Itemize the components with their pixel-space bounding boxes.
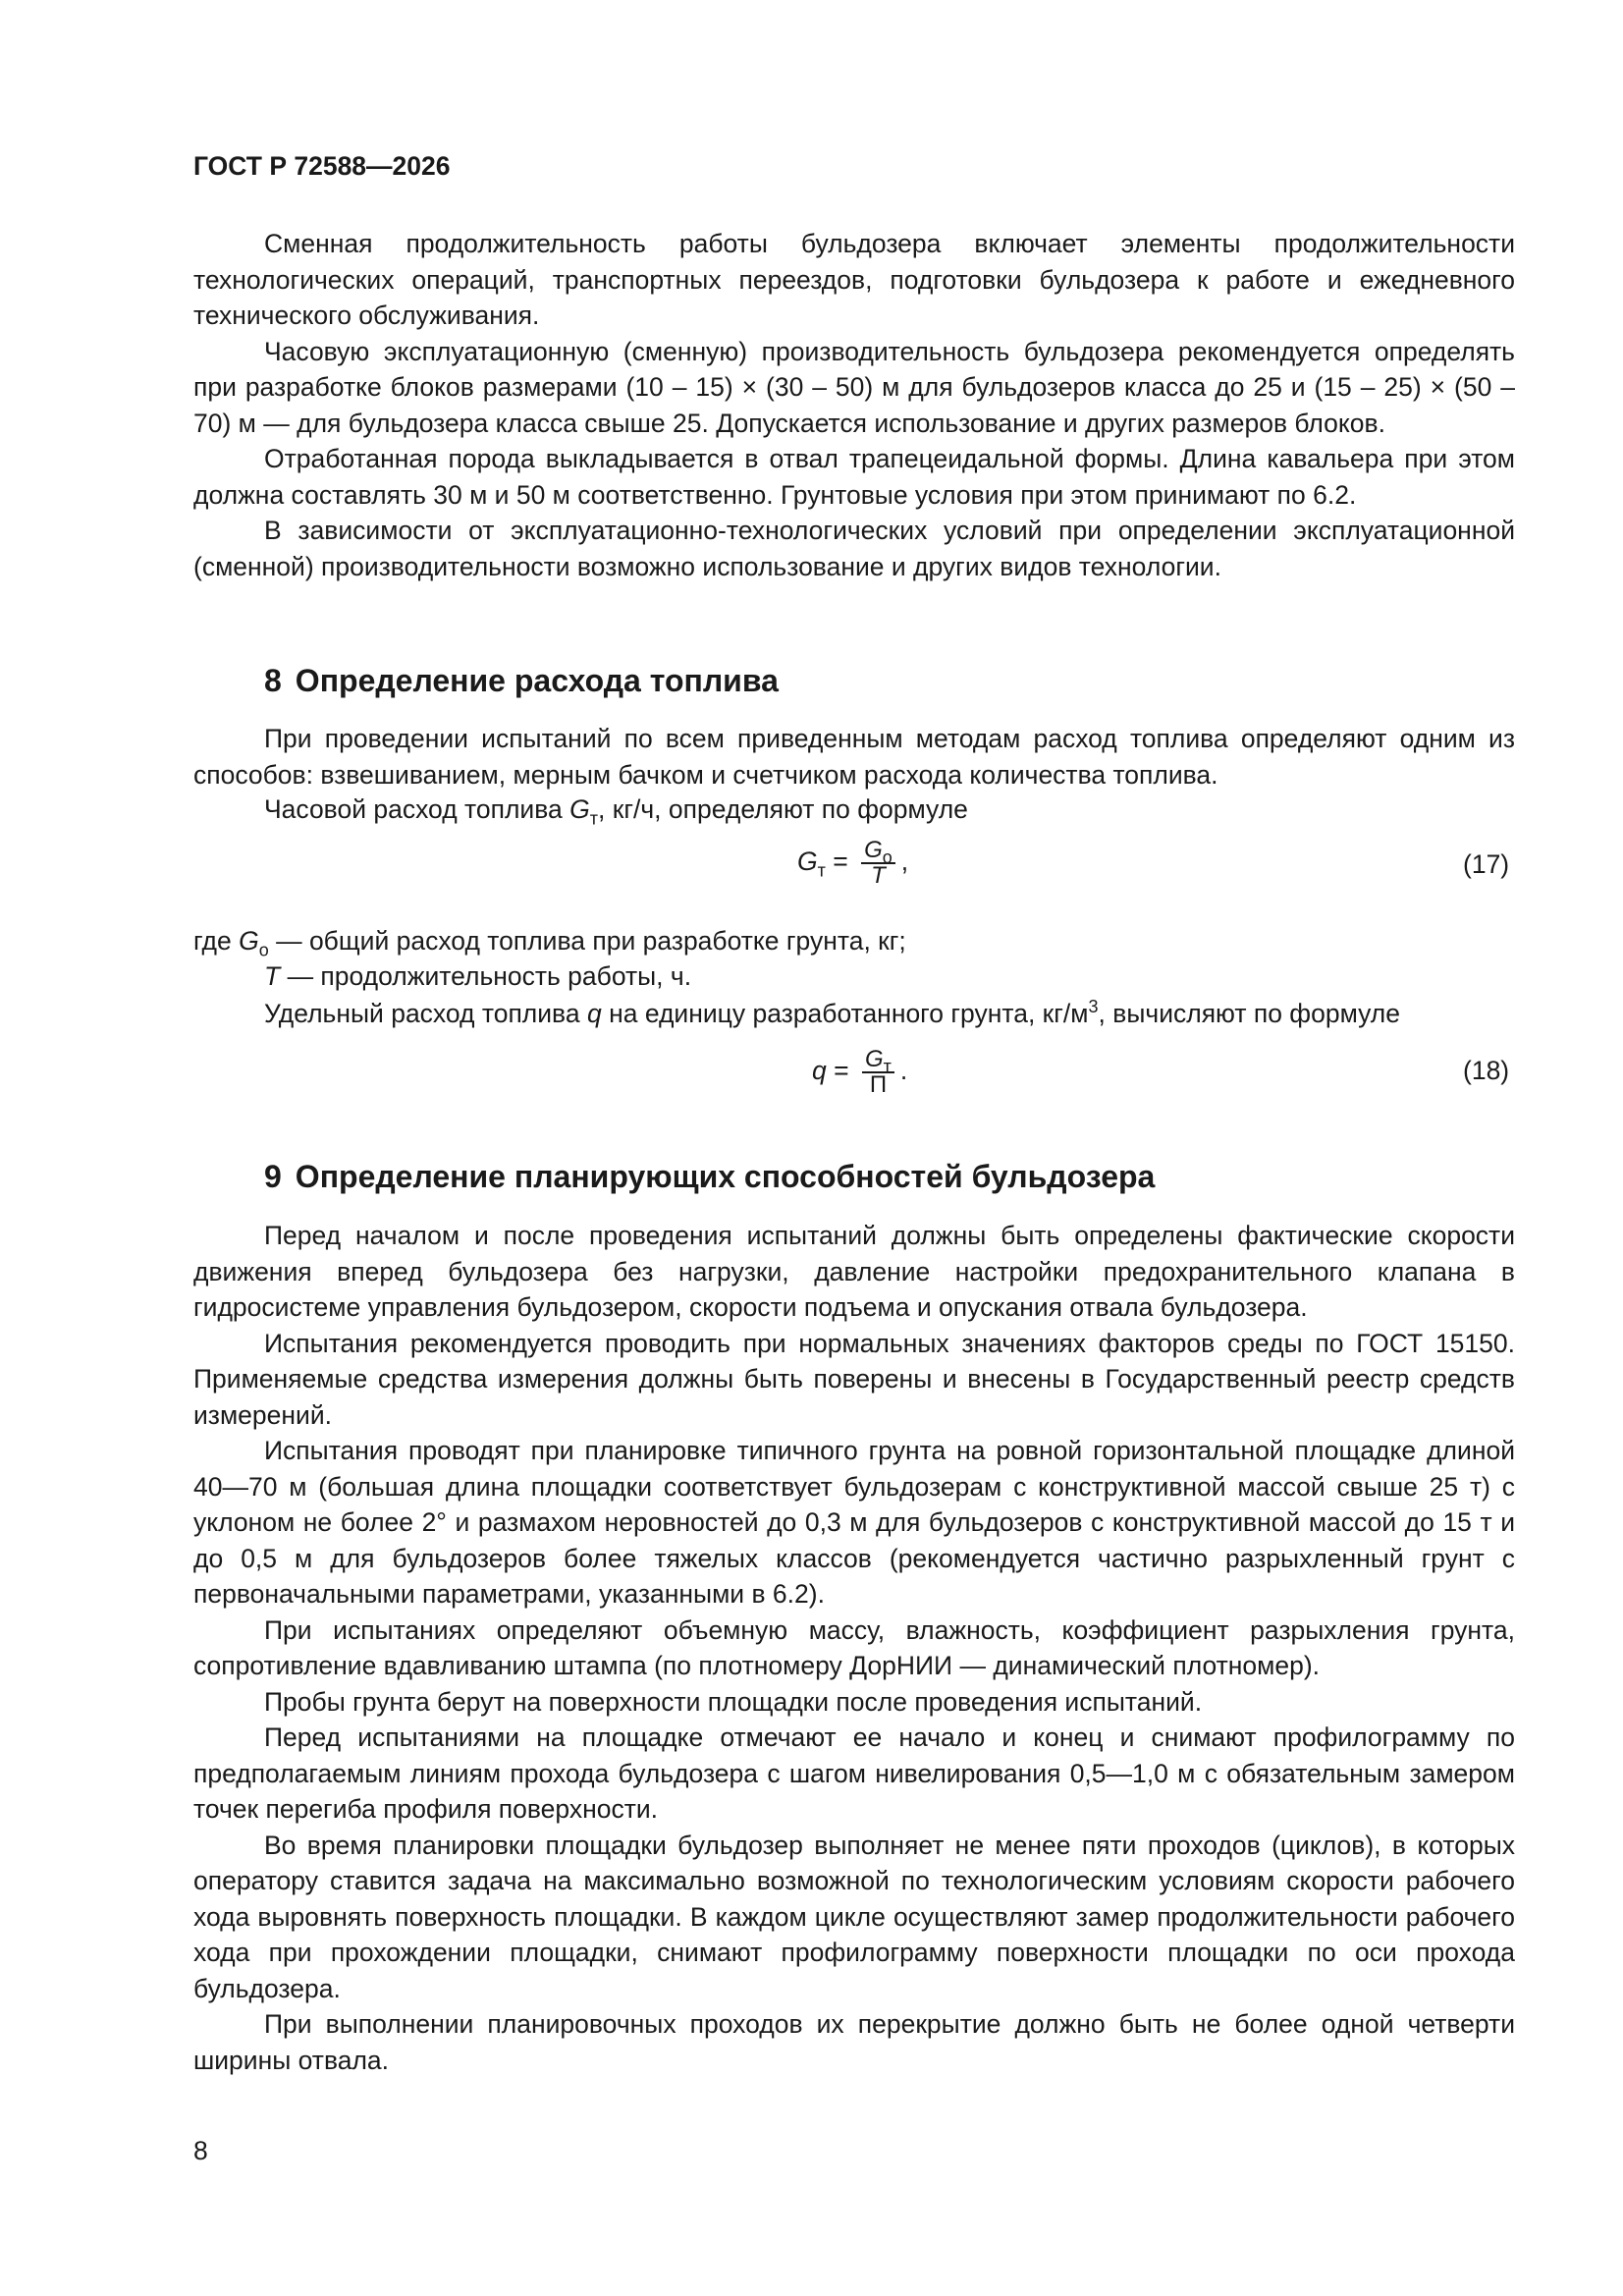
intro-paragraphs (193, 226, 1515, 584)
paragraph: Во время планировки площадки бульдозер выполняет не менее пяти проходов (циклов), в которых оператору ставится задача на максимально возможной по технологическим условиям скорости рабочего хода выровнять поверхность площадки. В каждом цикле осуществляют замер продолжительности рабочего хода при прохождении площадки, снимают профилограмму поверхности площадки по оси прохода бульдозера. (193, 1830, 1515, 2003)
paragraph: Испытания проводят при планировке типичного грунта на ровной горизонтальной площадке длиной 40—70 м (большая длина площадки соответствует бульдозерам с конструктивной массой свыше 25 т) с уклоном не более 2° и размахом неровностей до 0,3 м для бульдозеров с конструктивной массой до 15 т и до 0,5 м для бульдозеров более тяжелых классов (рекомендуется частично разрыхленный грунт с первоначальными параметрами, указанными в 6.2). (193, 1436, 1515, 1609)
where-line-1: где $G_о$ — общий расход топлива при разработке грунта, кг; (193, 926, 906, 960)
hourly-consumption-line: Часовой расход топлива $G_т$, кг/ч, определяют по формуле (264, 794, 968, 829)
paragraph: При проведении испытаний по всем приведенным методам расход топлива определяют одним из способов: взвешиванием, мерным бачком и счетчиком расхода количества топлива. (193, 724, 1515, 790)
formula-18: q = $\frac{G_т}{П}$ . (812, 1046, 908, 1098)
paragraph: Испытания рекомендуется проводить при нормальных значениях факторов среды по ГОСТ 15150. Применяемые средства измерения должны быть поверены и внесены в Государственный реестр средств измерений. (193, 1328, 1515, 1430)
page-number: 8 (193, 2136, 208, 2165)
section-title: Определение расхода топлива (295, 663, 779, 698)
paragraph: Сменная продолжительность работы бульдозера включает элементы продолжительности технологических операций, транспортных переездов, подготовки бульдозера к работе и ежедневного технического обслуживания. (193, 229, 1515, 330)
section-title: Определение планирующих способностей бульдозера (295, 1159, 1156, 1194)
paragraph: Пробы грунта берут на поверхности площадки после проведения испытаний. (264, 1686, 1203, 1717)
paragraph: При выполнении планировочных проходов их перекрытие должно быть не более одной четверти ширины отвала. (193, 2009, 1515, 2075)
equation-number-17: (17) (1463, 849, 1510, 879)
equation-number-18: (18) (1463, 1056, 1510, 1085)
symbol-g: G (569, 794, 590, 824)
section-9-heading (264, 1157, 1155, 1196)
section-8-intro (193, 721, 1515, 793)
paragraph: Перед испытаниями на площадке отмечают ее начало и конец и снимают профилограмму по предполагаемым линиям прохода бульдозера с шагом нивелирования 0,5—1,0 м с обязательным замером точек перегиба профиля поверхности. (193, 1722, 1515, 1824)
section-8-heading (264, 661, 779, 700)
specific-consumption-line: Удельный расход топлива q на единицу разработанного грунта, $кг/м^3$, вычисляют по формуле (264, 997, 1400, 1028)
section-number: 8 (264, 663, 282, 698)
standard-header: ГОСТ Р 72588—2026 (193, 151, 451, 181)
paragraph: Перед началом и после проведения испытаний должны быть определены фактические скорости движения вперед бульдозера без нагрузки, давление настройки предохранительного клапана в гидросистеме управления бульдозером, скорости подъема и опускания отвала бульдозера. (193, 1221, 1515, 1322)
section-number: 9 (264, 1159, 282, 1194)
where-line-2: T — продолжительность работы, ч. (264, 961, 692, 991)
formula-17: $G_т$ = $\frac{G_о}{T}$ , (797, 837, 909, 889)
fraction: $\frac{G_т}{П}$ (862, 1048, 894, 1097)
paragraph: Отработанная порода выкладывается в отвал трапецеидальной формы. Длина кавальера при этом должна составлять 30 м и 50 м соответственно. Грунтовые условия при этом принимают по 6.2. (193, 444, 1515, 510)
paragraph: Часовую эксплуатационную (сменную) производительность бульдозера рекомендуется определять при разработке блоков размерами (10 – 15) × (30 – 50) м для бульдозеров класса до 25 и (15 – 25) × (50 – 70) м — для бульдозера класса свыше 25. Допускается использование и других размеров блоков. (193, 336, 1515, 438)
paragraph: При испытаниях определяют объемную массу, влажность, коэффициент разрыхления грунта, сопротивление вдавливанию штампа (по плотномеру ДорНИИ — динамический плотномер). (193, 1614, 1515, 1680)
fraction: $\frac{G_о}{T}$ (861, 839, 895, 888)
paragraph: В зависимости от эксплуатационно-технологических условий при определении эксплуатационной (сменной) производительности возможно использование и других видов технологии. (193, 516, 1515, 581)
section-9-paragraphs (193, 1218, 1515, 2078)
